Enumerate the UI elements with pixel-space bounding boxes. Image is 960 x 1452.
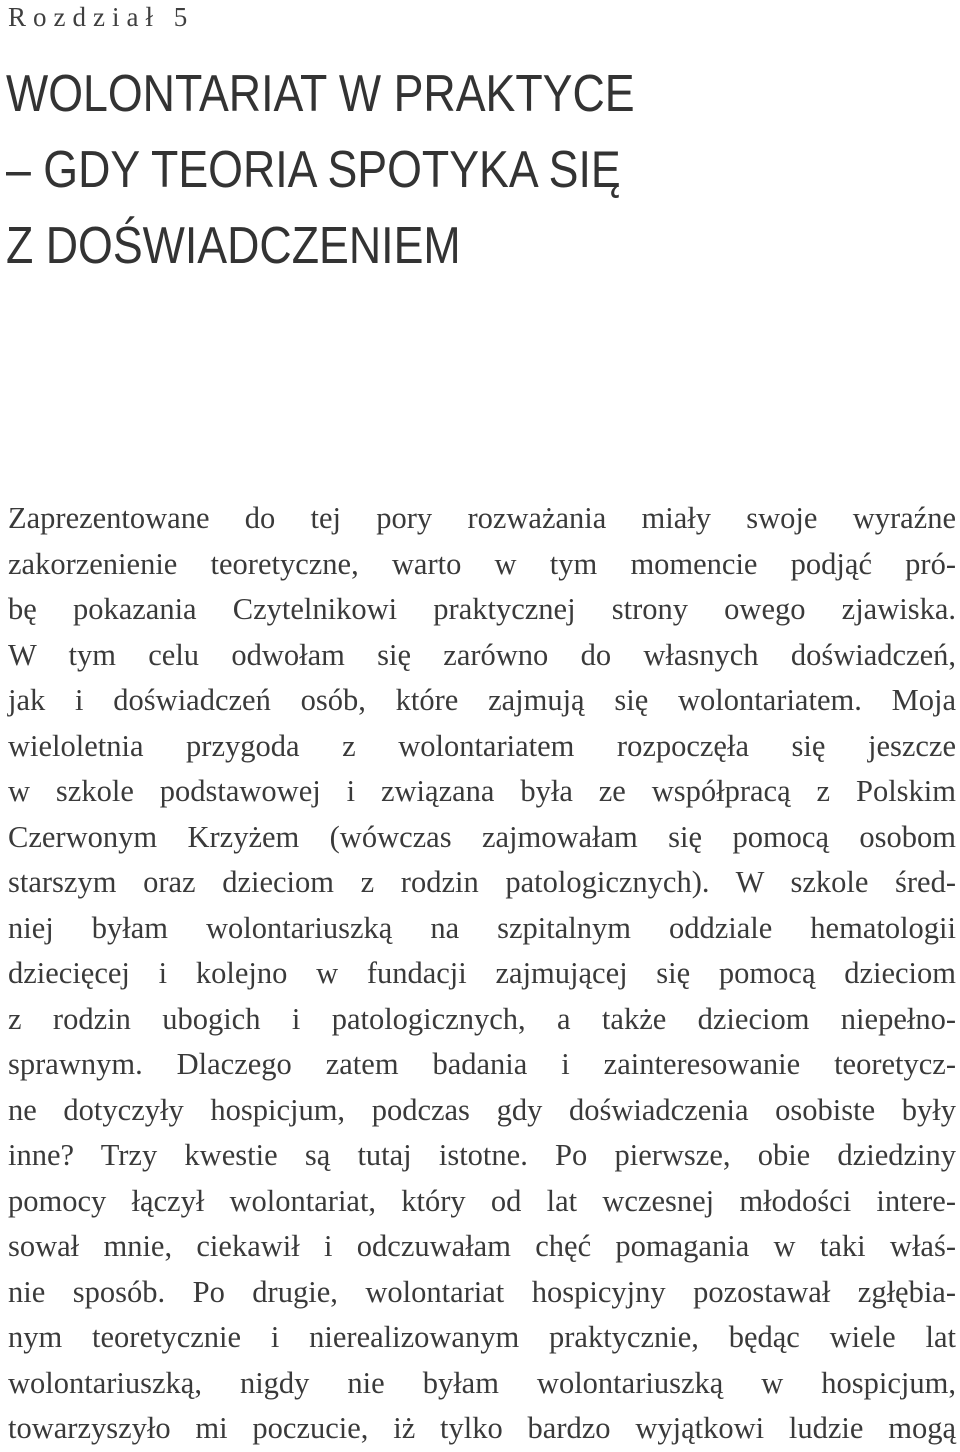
body-line: pomocy łączył wolontariat, który od lat wczesnej młodości intere- [8, 1183, 956, 1218]
body-line: towarzyszyło mi poczucie, iż tylko bardzo wyjątkowi ludzie mogą [8, 1411, 956, 1445]
body-line: sprawnym. Dlaczego zatem badania i zainteresowanie teoretycz- [8, 1047, 956, 1081]
body-line: Czerwonym Krzyżem (wówczas zajmowałam się pomocą osobom [8, 819, 956, 854]
body-line: inne? Trzy kwestie są tutaj istotne. Po pierwsze, obie dziedziny [8, 1138, 956, 1172]
body-line: bę pokazania Czytelnikowi praktycznej strony owego zjawiska. [8, 592, 956, 626]
body-line: niej byłam wolontariuszką na szpitalnym oddziale hematologii [8, 910, 956, 945]
body-line: jak i doświadczeń osób, które zajmują się wolontariatem. Moja [8, 683, 956, 717]
title-line: Z DOŚWIADCZENIEM [6, 217, 461, 275]
body-line: zakorzenienie teoretyczne, warto w tym momencie podjąć pró- [8, 546, 956, 581]
body-line: nym teoretycznie i nierealizowanym praktycznie, będąc wiele lat [8, 1320, 956, 1354]
title-line: WOLONTARIAT W PRAKTYCE [6, 65, 635, 123]
body-line: w szkole podstawowej i związana była ze współpracą z Polskim [8, 774, 956, 808]
body-line: wolontariuszką, nigdy nie byłam wolontariuszką w hospicjum, [8, 1365, 956, 1400]
body-line: Zaprezentowane do tej pory rozważania miały swoje wyraźne [8, 501, 956, 535]
title-line: – GDY TEORIA SPOTYKA SIĘ [6, 141, 621, 199]
chapter-label: Rozdział 5 [8, 2, 195, 32]
body-line: W tym celu odwołam się zarówno do własnych doświadczeń, [8, 637, 956, 672]
body-paragraph [8, 496, 956, 1452]
chapter-title [6, 56, 635, 284]
body-line: starszym oraz dzieciom z rodzin patologicznych). W szkole śred- [8, 865, 956, 899]
body-line: ne dotyczyły hospicjum, podczas gdy doświadczenia osobiste były [8, 1092, 956, 1127]
body-line: nie sposób. Po drugie, wolontariat hospicyjny pozostawał zgłębia- [8, 1274, 956, 1309]
body-line: sował mnie, ciekawił i odczuwałam chęć pomagania w taki właś- [8, 1229, 956, 1263]
body-line: z rodzin ubogich i patologicznych, a także dzieciom niepełno- [8, 1001, 956, 1036]
body-line: dziecięcej i kolejno w fundacji zajmującej się pomocą dzieciom [8, 956, 956, 990]
body-line: wieloletnia przygoda z wolontariatem rozpoczęła się jeszcze [8, 728, 956, 763]
